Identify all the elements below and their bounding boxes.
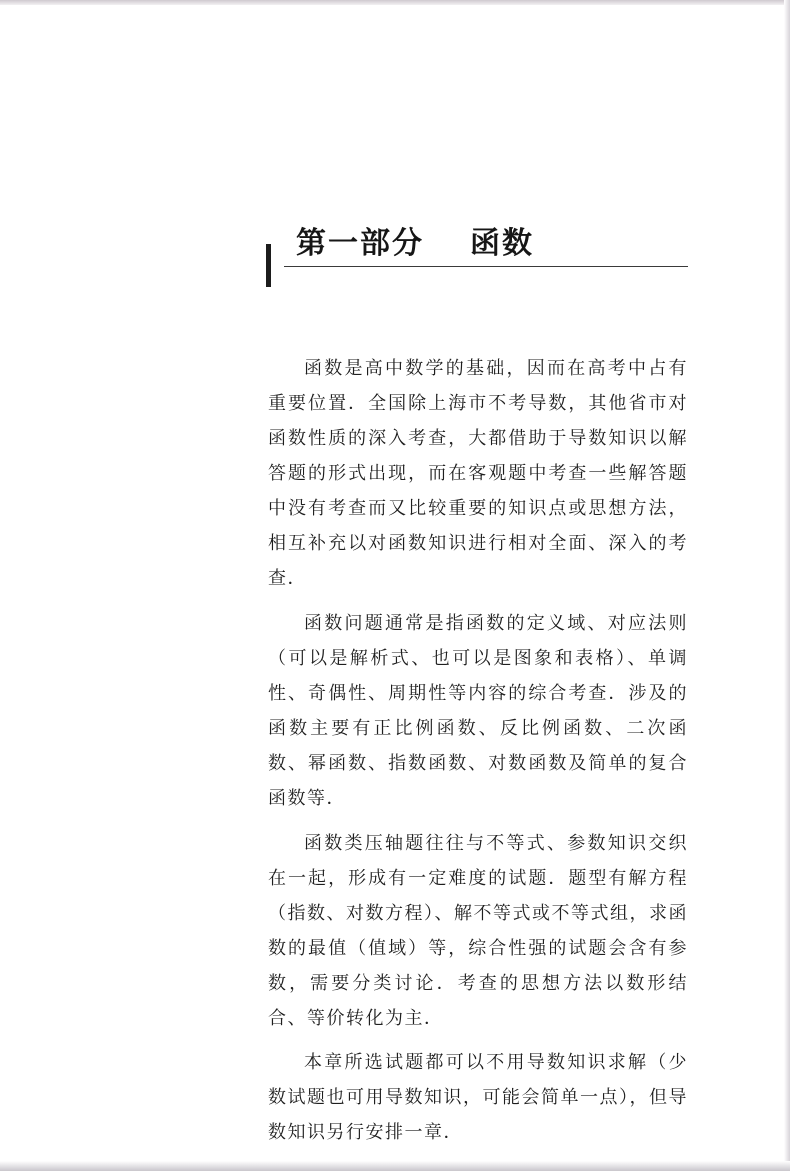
chapter-heading-rule: [284, 266, 688, 267]
page-edge-bottom: [0, 1161, 790, 1171]
chapter-part-label: 第一部分: [296, 226, 424, 261]
chapter-marker-bar: [266, 244, 271, 287]
chapter-title-label: 函数: [470, 226, 534, 261]
paragraph-1: 函数是高中数学的基础，因而在高考中占有重要位置．全国除上海市不考导数，其他省市对函数性质的深入考查，大都借助于导数知识以解答题的形式出现，而在客观题中考查一些解答题中没有考查而又比较重要的知识点或思想方法，相互补充以对函数知识进行相对全面、深入的考查．: [268, 358, 688, 589]
paragraph-4: 本章所选试题都可以不用导数知识求解（少数试题也可用导数知识，可能会简单一点），但导数知识另行安排一章．: [268, 1052, 688, 1143]
paragraph-3: 函数类压轴题往往与不等式、参数知识交织在一起，形成有一定难度的试题．题型有解方程（指数、对数方程）、解不等式或不等式组，求函数的最值（值域）等，综合性强的试题会含有参数，需要分类讨论．考查的思想方法以数形结合、等价转化为主．: [268, 833, 688, 1029]
paragraph-2: 函数问题通常是指函数的定义域、对应法则（可以是解析式、也可以是图象和表格）、单调性、奇偶性、周期性等内容的综合考查．涉及的函数主要有正比例函数、反比例函数、二次函数、幂函数、指数函数、对数函数及简单的复合函数等．: [268, 613, 688, 809]
page-edge-right: [784, 0, 790, 1171]
chapter-heading: [296, 222, 534, 266]
chapter-intro-text: [268, 351, 688, 1150]
page-edge-top: [0, 0, 790, 5]
